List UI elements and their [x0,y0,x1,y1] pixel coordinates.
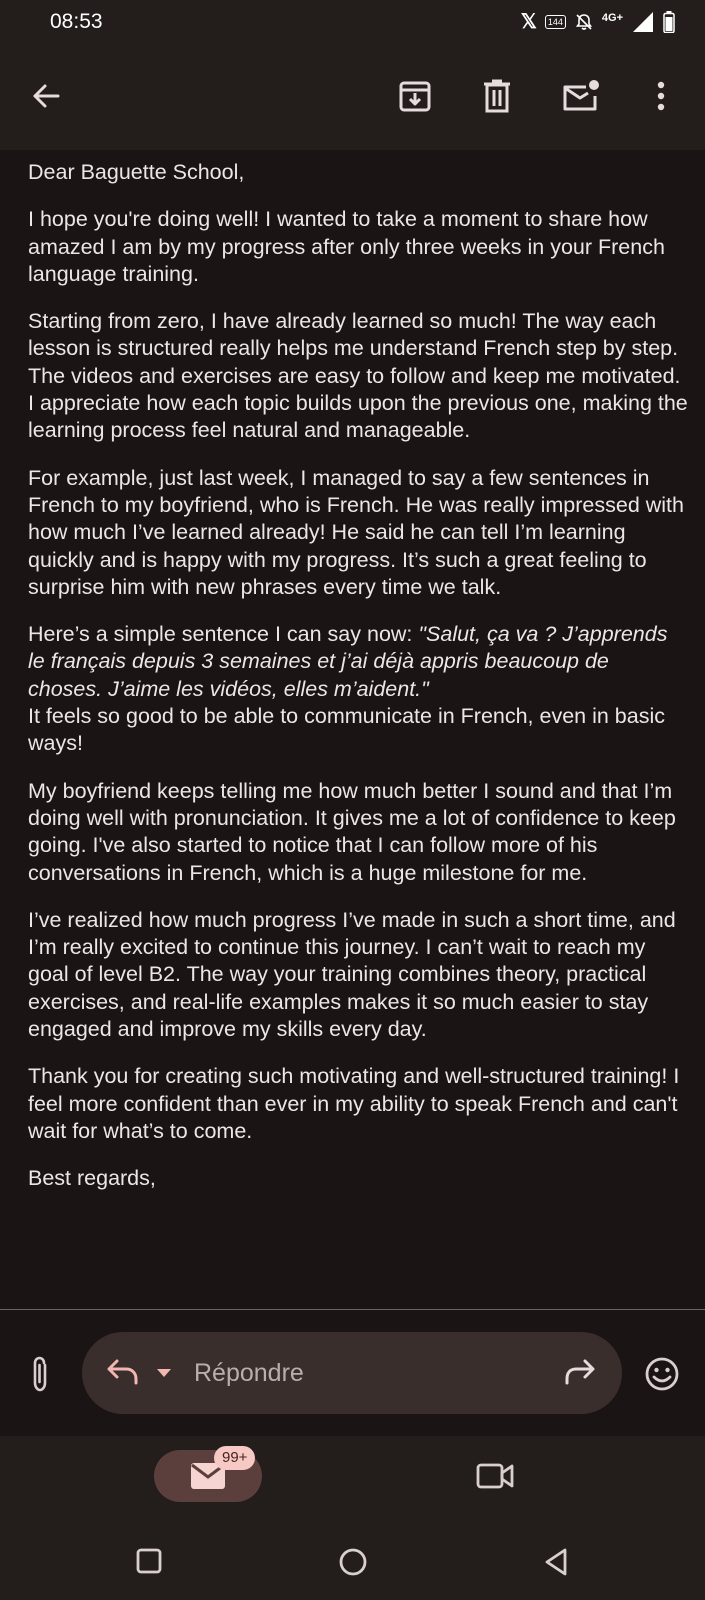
email-paragraph: For example, just last week, I managed to say a few sentences in French to my boyfriend, who is French. He was really impressed with how much I’ve learned already! He said he can tell I’m learning quickly and is happy with my progress. It’s such a great feeling to surprise him with new phrases every time we talk. [28,465,684,599]
system-navigation [0,1522,705,1600]
network-type: 4G+ [601,11,623,24]
status-time: 08:53 [50,10,103,33]
paperclip-icon [29,1355,51,1393]
email-paragraph: Thank you for creating such motivating and well-structured training! I feel more confident than ever in my ability to speak French and can't wait for what’s to come. [28,1064,680,1143]
back-button[interactable] [26,76,66,116]
battery-icon [663,11,675,33]
reply-area [0,1310,705,1436]
archive-button[interactable] [395,76,435,116]
status-bar [0,0,705,44]
signal-icon [631,11,655,33]
trash-icon [482,79,512,113]
forward-icon[interactable] [564,1356,596,1388]
chevron-down-icon[interactable] [156,1368,172,1378]
refresh-rate-icon: 144 [545,15,566,29]
mark-unread-button[interactable] [561,76,601,116]
attach-button[interactable] [22,1352,58,1396]
reply-placeholder: Répondre [194,1359,304,1387]
x-app-icon: 𝕏 [520,11,537,33]
arrow-left-icon [30,80,62,112]
recents-icon[interactable] [136,1548,162,1574]
email-greeting: Dear Baguette School, [28,160,245,184]
home-icon[interactable] [339,1548,367,1576]
emoji-icon[interactable] [644,1356,680,1392]
email-paragraph: Starting from zero, I have already learned so much! The way each lesson is structured really helps me understand French step by step. The videos and exercises are easy to follow and keep me motivated. I appreciate how each topic builds upon the previous one, making the learning process feel natural and manageable. [28,309,688,443]
french-quote: "Salut, ça va ? J’apprends le français depuis 3 semaines et j’ai déjà appris beaucoup de choses. J’aime les vidéos, elles m’aident." [28,622,668,701]
bell-off-icon [574,12,594,32]
reply-input[interactable] [82,1332,622,1414]
more-options-button[interactable] [641,76,681,116]
quote-intro: Here’s a simple sentence I can say now: [28,622,419,647]
email-body [28,150,688,1213]
email-closing: Best regards, [28,1166,156,1191]
more-vert-icon [656,80,666,112]
quote-outro: It feels so good to be able to communicate in French, even in basic ways! [28,704,666,756]
video-call-icon[interactable] [476,1462,514,1490]
bottom-navigation [0,1436,705,1522]
email-toolbar [0,44,705,150]
email-paragraph: My boyfriend keeps telling me how much better I sound and that I’m doing well with pronunciation. It gives me a lot of confidence to keep going. I've also started to notice that I can follow more of his conversations in French, which is a huge milestone for me. [28,778,676,885]
email-paragraph-quote [28,621,688,757]
reply-icon[interactable] [106,1356,140,1388]
archive-icon [398,79,432,113]
mail-unread-icon [562,79,600,113]
unread-count-badge: 99+ [214,1446,255,1470]
email-paragraph: I’ve realized how much progress I’ve made in such a short time, and I’m really excited to continue this journey. I can’t wait to reach my goal of level B2. The way your training combines theory, practical exercises, and real-life examples makes it so much easier to stay engaged and improve my skills every day. [28,907,676,1042]
delete-button[interactable] [477,76,517,116]
status-icons [521,9,675,34]
email-paragraph: I hope you're doing well! I wanted to take a moment to share how amazed I am by my progress after only three weeks in your French language training. [28,207,665,286]
back-nav-icon[interactable] [544,1548,568,1576]
